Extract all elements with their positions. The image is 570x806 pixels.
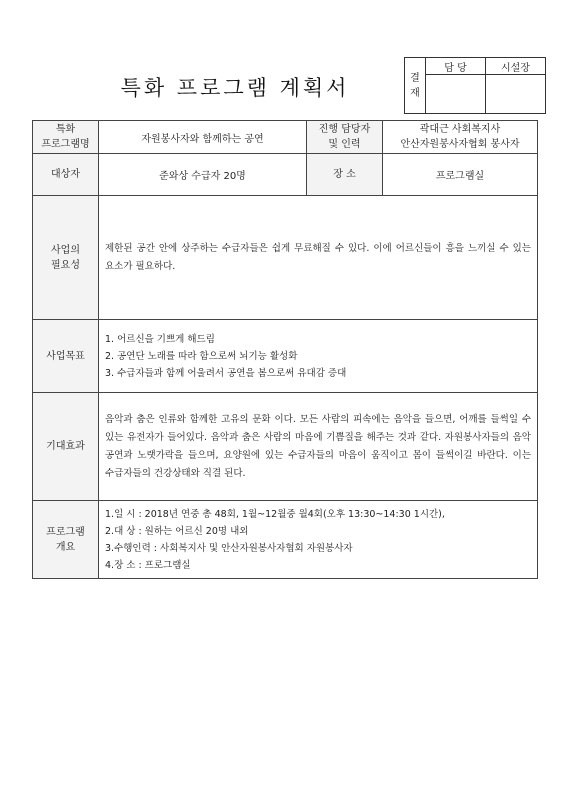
overview-item: 1.일 시 : 2018년 연중 총 48회, 1월~12월중 월4회(오후 13:30~14:30 1시간),	[105, 508, 445, 520]
goal-item: 1. 어르신을 기쁘게 해드림	[105, 333, 215, 345]
approval-col-manager: 담 당	[426, 58, 486, 75]
program-name-value: 자원봉사자와 함께하는 공연	[99, 121, 307, 154]
effect-label: 기대효과	[33, 393, 99, 501]
page-title: 특화 프로그램 계획서	[120, 76, 350, 100]
target-label: 대상자	[33, 154, 99, 196]
goal-item: 3. 수급자들과 함께 어울려서 공연을 봄으로써 유대감 증대	[105, 367, 347, 379]
staff-value: 곽대근 사회복지사 안산자원봉사자협회 봉사자	[383, 121, 538, 154]
necessity-label: 사업의 필요성	[33, 196, 99, 320]
effect-text: 음악과 춤은 인류와 함께한 고유의 문화 이다. 모든 사람의 피속에는 음악을 들으면, 어깨를 들썩일 수 있는 유전자가 들어있다. 음악과 춤은 사람의 마음에 기쁨질을 해주는 것과 같다. 자원봉사자들의 음악 공연과 노랫가락을 들으며, 요양원에 있는 수급자들의 마음이 움직이고 몸이 들썩이길 바란다. 이는 수급자들의 건강상태와 직결 된다.	[99, 393, 538, 501]
overview-label: 프로그램 개요	[33, 501, 99, 579]
approval-label-bottom: 재	[410, 87, 420, 99]
overview-item: 3.수행인력 : 사회복지사 및 안산자원봉사자협회 자원봉사자	[105, 542, 353, 554]
target-value: 준와상 수급자 20명	[99, 154, 307, 196]
approval-col-director: 시설장	[486, 58, 546, 75]
approval-label	[405, 58, 426, 114]
approval-sign-manager	[426, 75, 486, 114]
overview-item: 2.대 상 : 원하는 어르신 20명 내외	[105, 525, 249, 537]
row-goals	[33, 320, 538, 393]
staff-label: 진행 담당자 및 인력	[307, 121, 383, 154]
approval-label-top: 결	[410, 72, 420, 84]
row-overview	[33, 501, 538, 579]
necessity-text: 제한된 공간 안에 상주하는 수급자들은 쉽게 무료해질 수 있다. 이에 어르신들이 흥을 느끼실 수 있는 요소가 필요하다.	[99, 196, 538, 320]
approval-sign-director	[486, 75, 546, 114]
row-target	[33, 154, 538, 196]
place-value: 프로그램실	[383, 154, 538, 196]
approval-box	[404, 57, 546, 114]
row-necessity	[33, 196, 538, 320]
overview-item: 4.장 소 : 프로그램실	[105, 559, 191, 571]
plan-table	[32, 120, 538, 579]
goal-item: 2. 공연단 노래를 따라 함으로써 뇌기능 활성화	[105, 350, 298, 362]
row-effect	[33, 393, 538, 501]
goals-label: 사업목표	[33, 320, 99, 393]
goals-list	[99, 320, 538, 393]
overview-list	[99, 501, 538, 579]
program-name-label: 특화 프로그램명	[33, 121, 99, 154]
row-program-name	[33, 121, 538, 154]
place-label: 장 소	[307, 154, 383, 196]
